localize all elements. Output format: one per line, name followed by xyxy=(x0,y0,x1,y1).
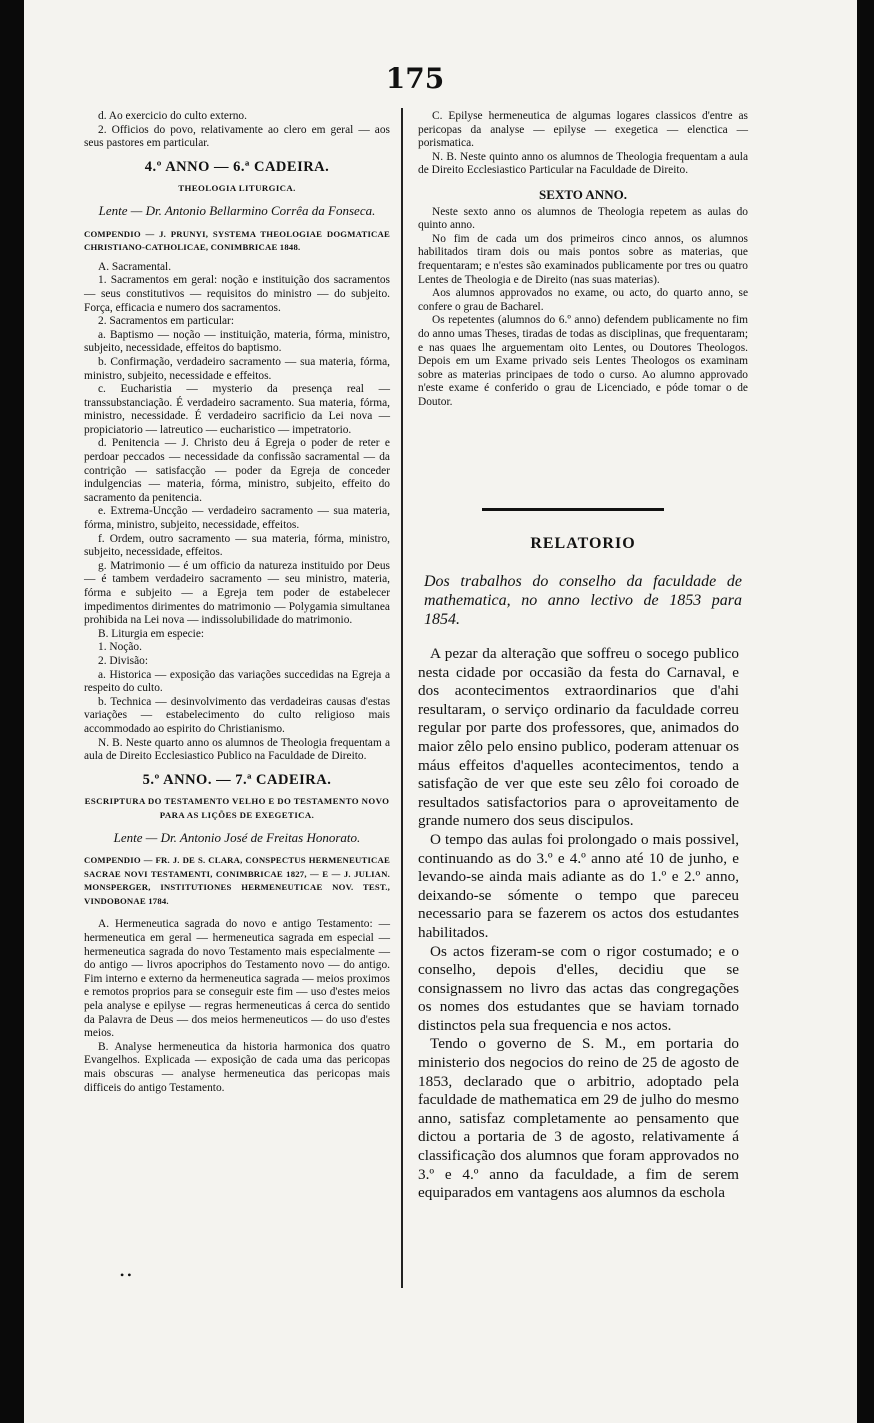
compendio-4th-year: COMPENDIO — J. PRUNYI, SYSTEMA THEOLOGIAE DOGMATICAE CHRISTIANO-CATHOLICAE, CONIMBRICAE 1848. xyxy=(84,228,390,253)
item-6-3: Os repetentes (alumnos do 6.º anno) defendem publicamente no fim do anno umas Theses, tiradas de todas as disciplinas, que frequentaram; e nas quaes lhe arguementam oito Lentes, ou Doutores Theologos. Depois em um Exame privado seis Lentes Theologos os examinam sobre as materias principaes de todo o curso. Ao alumno approvado n'este exame é conferido o grau de Licenciado, e póde tomar o de Doutor. xyxy=(418,314,748,408)
subject-5th-year: ESCRIPTURA DO TESTAMENTO VELHO E DO TESTAMENTO NOVO PARA AS LIÇÕES DE EXEGETICA. xyxy=(84,796,390,820)
section-rule xyxy=(482,508,664,511)
item-4-0: A. Sacramental. xyxy=(98,260,172,273)
item-4-4: b. Confirmação, verdadeiro sacramento — sua materia, fórma, ministro, subjeito, necessidade e effeitos. xyxy=(84,355,390,382)
lente-4th-year-text: Lente — Dr. Antonio Bellarmino Corrêa da Fonseca. xyxy=(98,202,376,218)
item-4-13: a. Historica — exposição das variações succedidas na Egreja a respeito do culto. xyxy=(84,668,390,695)
relatorio-title: RELATORIO xyxy=(530,535,636,552)
item-4-14: b. Technica — desinvolvimento das verdadeiras causas d'estas variações — estabelecimento do culto religioso mais accommodado ao espirito do Christianismo. xyxy=(84,695,390,735)
relatorio-body xyxy=(418,645,739,1203)
item-4-12: 2. Divisão: xyxy=(98,654,148,667)
paragraph-d: d. Ao exercicio do culto externo. xyxy=(98,110,247,122)
item-4-8: f. Ordem, outro sacramento — sua materia, fórma, ministro, subjeito, necessidade, effeitos. xyxy=(84,532,390,559)
footer-bullets: • • xyxy=(120,1268,132,1282)
item-4-6: d. Penitencia — J. Christo deu á Egreja o poder de reter e perdoar peccados — necessidade da confissão sacramental — da contrição — satisfacção — poder da Egreja de conceder indulgencias — materia, fórma, ministro, subjeito, effeito do sacramento da penitencia. xyxy=(84,437,390,504)
item-4-1: 1. Sacramentos em geral: noção e instituição dos sacramentos — seus constitutivos — requisitos do ministro — do subjeito. Força, efficacia e numero dos sacramentos. xyxy=(84,274,390,314)
item-4-15: N. B. Neste quarto anno os alumnos de Theologia frequentam a aula de Direito Ecclesiastico Publico na Faculdade de Direito. xyxy=(84,736,390,763)
item-4-9: g. Matrimonio — é um officio da natureza instituido por Deus — é tambem verdadeiro sacramento — seu ministro, materia, fórma e subjeito — a Egreja tem poder de estabelecer impedimentos dirimentes do matrimonio — Polygamia simultanea prohibida na Lei nova — indissolubilidade do matrimonio. xyxy=(84,559,390,627)
item-4-3: a. Baptismo — noção — instituição, materia, fórma, ministro, subjeito, necessidade, effeitos do baptismo. xyxy=(84,328,390,355)
column-divider xyxy=(401,108,403,1288)
page-number: 175 xyxy=(385,62,445,95)
compendio-5th-year: COMPENDIO — FR. J. DE S. CLARA, CONSPECTUS HERMENEUTICAE SACRAE NOVI TESTAMENTI, CONIMBRICAE 1827, — E — J. JULIAN. MONSPERGER, INSTITUTIONES HERMENEUTICAE NOV. TEST., VINDOBONAE 1784. xyxy=(84,855,390,906)
paragraph-2: 2. Officios do povo, relativamente ao clero em geral — aos seus pastores em particular. xyxy=(84,123,390,150)
item-5-0: A. Hermeneutica sagrada do novo e antigo Testamento: — hermeneutica em geral — hermeneutica sagrada em especial — hermeneutica sagrada do novo Testamento mais especialmente — do antigo — livros apocriphos do Testamento novo — do antigo. Fim interno e externo da hermeneutica sagrada — meios proximos e remotos proprios para se conseguir este fim — uso d'estes meios pela analyse e epilyse — regras hermeneuticas á cerca do sentido da Palavra de Deus — dos meios hermeneuticos — do uso d'estes meios. xyxy=(84,918,390,1040)
heading-4th-year: 4.º ANNO — 6.ª CADEIRA. xyxy=(144,158,330,175)
lente-4th-year xyxy=(84,204,390,218)
lente-5th-year-text: Lente — Dr. Antonio José de Freitas Honorato. xyxy=(113,829,361,845)
relatorio-paragraph-4: Tendo o governo de S. M., em portaria do ministerio dos negocios do reino de 25 de agosto de 1853, declarado que o arbitrio, adoptado pela faculdade de mathematica em 29 de julho do mesmo anno, satisfaz completamente ao pensamento que dictou a portaria de 3 de agosto, relativamente á classificação dos alumnos que foram approvados no 3.º e 4.º anno da faculdade, a fim de serem equiparados em vantagens aos alumnos da eschola xyxy=(418,1035,739,1202)
item-4-11: 1. Noção. xyxy=(98,641,142,654)
item-4-5: c. Eucharistia — mysterio da presença real — transsubstanciação. É verdadeiro sacramento. Sua materia, fórma, ministro, necessidade. É verdadeiro sacrificio da Lei nova — propiciatorio — latreutico — eucharistico — impetratorio. xyxy=(84,383,390,436)
left-column xyxy=(84,110,390,1095)
lente-5th-year xyxy=(84,831,390,845)
right-column xyxy=(418,110,748,409)
item-4-2: 2. Sacramentos em particular: xyxy=(98,315,235,328)
item-6-0: Neste sexto anno os alumnos de Theologia repetem as aulas do quinto anno. xyxy=(418,205,748,232)
item-4-7: e. Extrema-Uncção — verdadeiro sacramento — sua materia, fórma, ministro, subjeito, necessidade, effeitos. xyxy=(84,505,390,532)
item-4-10: B. Liturgia em especie: xyxy=(98,627,205,640)
relatorio-subtitle: Dos trabalhos do conselho da faculdade de mathematica, no anno lectivo de 1853 para 1854. xyxy=(424,573,742,628)
relatorio-paragraph-1: A pezar da alteração que soffreu o socego publico nesta cidade por occasião da festa do Carnaval, e dos acontecimentos extraordinarios que d'ahi resultaram, o serviço ordinario da faculdade correu regular por parte dos professores, que, animados do maior zêlo pelo ensino publico, poderam attenuar os máus effeitos d'aquelles acontecimentos, tendo a satisfação de ver que este seu zêlo foi coroado de resultados satisfactorios para o aproveitamento de grande numero dos seus discipulos. xyxy=(418,645,739,830)
relatorio-paragraph-3: Os actos fizeram-se com o rigor costumado; e o conselho, depois d'elles, decidiu que se consignassem no livro das actas das congregações os nomes dos estudantes que se haviam tornado distinctos pela sua frequencia e nos actos. xyxy=(418,942,739,1034)
item-6-1: No fim de cada um dos primeiros cinco annos, os alumnos habilitados tiram dois ou mais pontos sobre as materias, que frequentaram; e n'estes são examinados publicamente por tres ou quatro Lentes de Theologia e de Direito (nas suas materias). xyxy=(418,232,748,286)
item-6-2: Aos alumnos approvados no exame, ou acto, do quarto anno, se confere o grau de Bacharel. xyxy=(418,287,748,313)
item-top-0: C. Epilyse hermeneutica de algumas logares classicos d'entre as pericopas da analyse — epilyse — exegetica — elenctica — porismatica. xyxy=(418,110,748,150)
scan-border-right xyxy=(857,0,874,1423)
relatorio-paragraph-2: O tempo das aulas foi prolongado o mais possivel, continuando as do 3.º e 4.º anno até 10 de junho, e levando-se ainda mais adiante as do 1.º e 2.º anno, deixando-se sómente o tempo que pareceu necessario para se fazerem os actos dos estudantes habilitados. xyxy=(418,830,739,941)
item-5-1: B. Analyse hermeneutica da historia harmonica dos quatro Evangelhos. Explicada — exposição de cada uma das pericopas mais obscuras — analyse hermeneutica das pericopas mais difficeis do antigo Testamento. xyxy=(84,1040,390,1094)
scan-border-left xyxy=(0,0,24,1423)
subject-4th-year: THEOLOGIA LITURGICA. xyxy=(178,183,296,194)
heading-6th-year: SEXTO ANNO. xyxy=(539,186,627,202)
heading-5th-year: 5.º ANNO. — 7.ª CADEIRA. xyxy=(142,771,332,788)
item-top-1: N. B. Neste quinto anno os alumnos de Theologia frequentam a aula de Direito Ecclesiastico Particular na Faculdade de Direito. xyxy=(418,150,748,177)
